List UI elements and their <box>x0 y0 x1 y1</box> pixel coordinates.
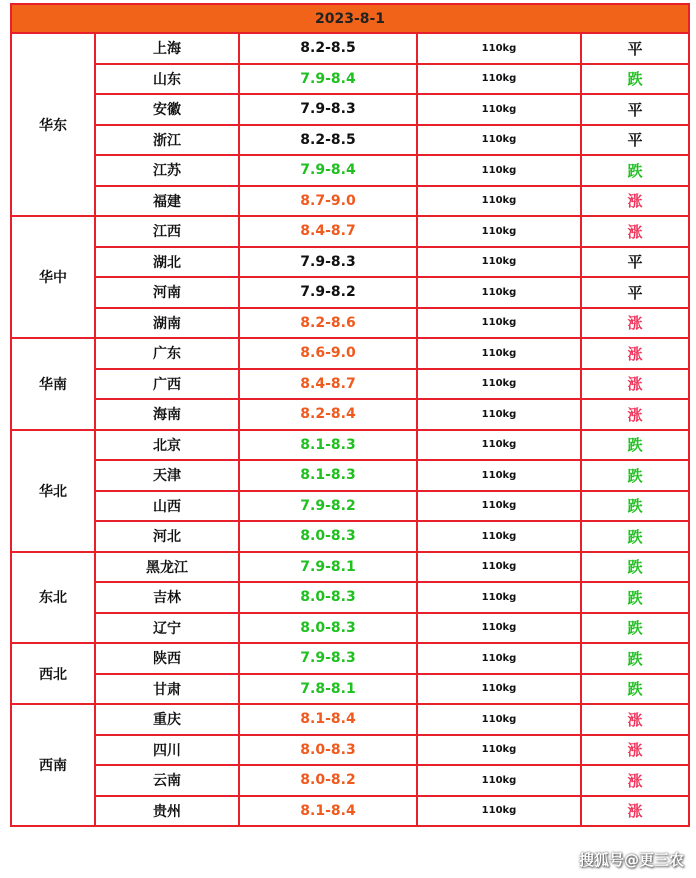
weight-cell: 110kg <box>417 186 581 217</box>
province-cell: 北京 <box>95 430 239 461</box>
weight-cell: 110kg <box>417 399 581 430</box>
province-cell: 浙江 <box>95 125 239 156</box>
region-cell: 华中 <box>11 216 95 338</box>
price-cell: 8.7-9.0 <box>239 186 417 217</box>
table-row <box>11 64 689 95</box>
region-cell: 华南 <box>11 338 95 430</box>
table-row <box>11 33 689 64</box>
table-row <box>11 735 689 766</box>
table-row <box>11 521 689 552</box>
trend-cell: 涨 <box>581 735 689 766</box>
price-cell: 7.9-8.3 <box>239 247 417 278</box>
table-row <box>11 369 689 400</box>
region-cell: 华东 <box>11 33 95 216</box>
trend-cell: 涨 <box>581 399 689 430</box>
trend-cell: 平 <box>581 33 689 64</box>
province-cell: 上海 <box>95 33 239 64</box>
weight-cell: 110kg <box>417 704 581 735</box>
province-cell: 湖北 <box>95 247 239 278</box>
price-cell: 8.1-8.4 <box>239 704 417 735</box>
price-cell: 8.4-8.7 <box>239 216 417 247</box>
trend-cell: 平 <box>581 94 689 125</box>
region-cell: 东北 <box>11 552 95 644</box>
weight-cell: 110kg <box>417 643 581 674</box>
price-cell: 8.0-8.2 <box>239 765 417 796</box>
price-cell: 8.0-8.3 <box>239 521 417 552</box>
weight-cell: 110kg <box>417 491 581 522</box>
price-cell: 7.8-8.1 <box>239 674 417 705</box>
province-cell: 福建 <box>95 186 239 217</box>
trend-cell: 跌 <box>581 613 689 644</box>
table-row <box>11 643 689 674</box>
weight-cell: 110kg <box>417 460 581 491</box>
trend-cell: 跌 <box>581 155 689 186</box>
province-cell: 天津 <box>95 460 239 491</box>
trend-cell: 跌 <box>581 674 689 705</box>
price-cell: 7.9-8.2 <box>239 491 417 522</box>
table-row <box>11 704 689 735</box>
trend-cell: 跌 <box>581 643 689 674</box>
weight-cell: 110kg <box>417 308 581 339</box>
weight-cell: 110kg <box>417 796 581 827</box>
trend-cell: 跌 <box>581 521 689 552</box>
weight-cell: 110kg <box>417 94 581 125</box>
price-cell: 8.2-8.4 <box>239 399 417 430</box>
table-row <box>11 430 689 461</box>
table-row <box>11 125 689 156</box>
table-row <box>11 247 689 278</box>
province-cell: 吉林 <box>95 582 239 613</box>
price-cell: 8.1-8.3 <box>239 460 417 491</box>
price-table <box>10 3 690 827</box>
province-cell: 黑龙江 <box>95 552 239 583</box>
province-cell: 陕西 <box>95 643 239 674</box>
table-row <box>11 796 689 827</box>
province-cell: 广东 <box>95 338 239 369</box>
province-cell: 安徽 <box>95 94 239 125</box>
province-cell: 重庆 <box>95 704 239 735</box>
trend-cell: 涨 <box>581 186 689 217</box>
trend-cell: 涨 <box>581 704 689 735</box>
province-cell: 辽宁 <box>95 613 239 644</box>
trend-cell: 跌 <box>581 552 689 583</box>
price-cell: 8.2-8.5 <box>239 33 417 64</box>
region-cell: 西南 <box>11 704 95 826</box>
province-cell: 四川 <box>95 735 239 766</box>
table-body <box>11 33 689 826</box>
table-row <box>11 460 689 491</box>
price-cell: 7.9-8.3 <box>239 643 417 674</box>
table-row <box>11 674 689 705</box>
weight-cell: 110kg <box>417 125 581 156</box>
price-cell: 7.9-8.1 <box>239 552 417 583</box>
province-cell: 海南 <box>95 399 239 430</box>
table-row <box>11 338 689 369</box>
weight-cell: 110kg <box>417 277 581 308</box>
weight-cell: 110kg <box>417 247 581 278</box>
trend-cell: 涨 <box>581 308 689 339</box>
weight-cell: 110kg <box>417 735 581 766</box>
trend-cell: 跌 <box>581 64 689 95</box>
weight-cell: 110kg <box>417 64 581 95</box>
price-cell: 8.2-8.6 <box>239 308 417 339</box>
weight-cell: 110kg <box>417 552 581 583</box>
table-row <box>11 765 689 796</box>
table-row <box>11 94 689 125</box>
province-cell: 河北 <box>95 521 239 552</box>
table-row <box>11 308 689 339</box>
trend-cell: 跌 <box>581 430 689 461</box>
table-row <box>11 582 689 613</box>
weight-cell: 110kg <box>417 674 581 705</box>
weight-cell: 110kg <box>417 521 581 552</box>
trend-cell: 平 <box>581 247 689 278</box>
weight-cell: 110kg <box>417 33 581 64</box>
table-row <box>11 277 689 308</box>
trend-cell: 跌 <box>581 460 689 491</box>
province-cell: 河南 <box>95 277 239 308</box>
price-cell: 8.4-8.7 <box>239 369 417 400</box>
table-row <box>11 186 689 217</box>
price-cell: 7.9-8.4 <box>239 155 417 186</box>
price-cell: 8.0-8.3 <box>239 613 417 644</box>
weight-cell: 110kg <box>417 338 581 369</box>
province-cell: 山东 <box>95 64 239 95</box>
trend-cell: 涨 <box>581 796 689 827</box>
price-cell: 8.6-9.0 <box>239 338 417 369</box>
province-cell: 江西 <box>95 216 239 247</box>
weight-cell: 110kg <box>417 765 581 796</box>
province-cell: 湖南 <box>95 308 239 339</box>
province-cell: 山西 <box>95 491 239 522</box>
trend-cell: 跌 <box>581 491 689 522</box>
price-cell: 8.2-8.5 <box>239 125 417 156</box>
weight-cell: 110kg <box>417 216 581 247</box>
trend-cell: 平 <box>581 125 689 156</box>
weight-cell: 110kg <box>417 613 581 644</box>
date-header: 2023-8-1 <box>11 4 689 33</box>
table-row <box>11 613 689 644</box>
price-cell: 8.0-8.3 <box>239 582 417 613</box>
province-cell: 广西 <box>95 369 239 400</box>
province-cell: 云南 <box>95 765 239 796</box>
price-cell: 7.9-8.3 <box>239 94 417 125</box>
table-row <box>11 155 689 186</box>
price-cell: 8.1-8.3 <box>239 430 417 461</box>
weight-cell: 110kg <box>417 369 581 400</box>
price-cell: 7.9-8.4 <box>239 64 417 95</box>
table-row <box>11 552 689 583</box>
trend-cell: 涨 <box>581 216 689 247</box>
watermark: 搜狐号@更三农 <box>578 851 684 869</box>
table-row <box>11 399 689 430</box>
trend-cell: 涨 <box>581 765 689 796</box>
weight-cell: 110kg <box>417 582 581 613</box>
table-row <box>11 216 689 247</box>
price-cell: 8.0-8.3 <box>239 735 417 766</box>
table-row <box>11 491 689 522</box>
trend-cell: 涨 <box>581 369 689 400</box>
price-cell: 7.9-8.2 <box>239 277 417 308</box>
province-cell: 甘肃 <box>95 674 239 705</box>
weight-cell: 110kg <box>417 155 581 186</box>
province-cell: 贵州 <box>95 796 239 827</box>
region-cell: 华北 <box>11 430 95 552</box>
weight-cell: 110kg <box>417 430 581 461</box>
region-cell: 西北 <box>11 643 95 704</box>
trend-cell: 涨 <box>581 338 689 369</box>
trend-cell: 平 <box>581 277 689 308</box>
price-cell: 8.1-8.4 <box>239 796 417 827</box>
province-cell: 江苏 <box>95 155 239 186</box>
trend-cell: 跌 <box>581 582 689 613</box>
